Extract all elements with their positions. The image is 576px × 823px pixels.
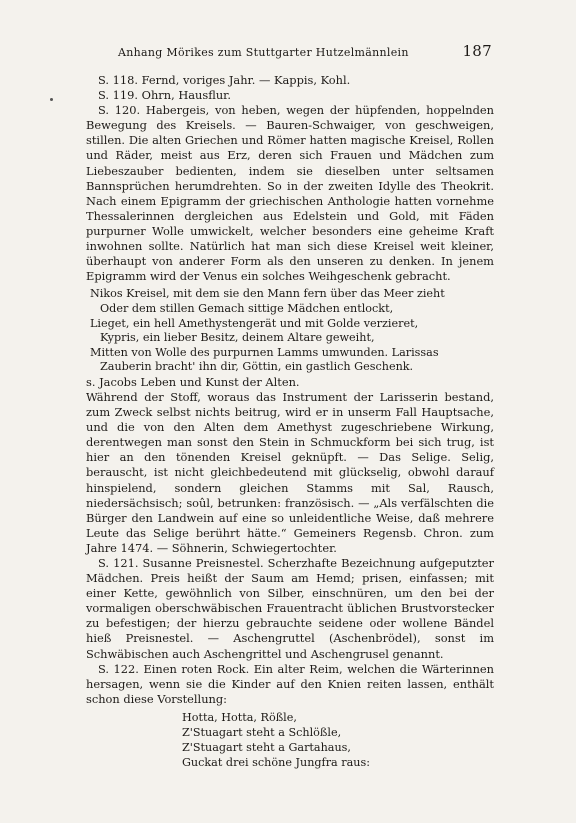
note-119: S. 119. Ohrn, Hausflur. (98, 88, 231, 103)
page-number: 187 (462, 42, 492, 60)
rhyme-line: Hotta, Hotta, Rößle, (182, 710, 297, 724)
page-body (86, 73, 494, 770)
paragraph-after-verse: Während der Stoff, woraus das Instrument der Larisserin bestand, zum Zweck selbst nichts beitrug, wird er in unserm Fall Hauptsache, und die von den Alten dem Amethyst zugeschriebene Wirkung, derentwegen man sonst den Stein in Schmuckform bei sich trug, ist hier an den tönenden Kreisel geknüpft. — Das Selige. Selig, berauscht, ist nicht gleichbedeutend mit glückselig, obwohl darauf hinspielend, sondern gleichen Stamms mit Sal, Rausch, niedersächsisch; soûl, betrunken: französisch. — „Als verfälschten die Bürger den Landwein auf eine so unleidentliche Weise, daß mehrere Leute das Selige berührt hätte.“ Gemeiners Regensb. Chron. zum Jahre 1474. — Söhnerin, Schwiegertochter. (86, 389, 494, 555)
verse-line: Lieget, ein hell Amethystengerät und mit Golde verzieret, (90, 316, 419, 330)
verse-line: Kypris, ein lieber Besitz, deinem Altare geweiht, (100, 331, 375, 345)
verse-source: s. Jacobs Leben und Kunst der Alten. (86, 374, 300, 389)
note-120: S. 120. Habergeis, von heben, wegen der hüpfenden, hoppelnden Bewegung des Kreisels. — Bauren-Schwaiger, von geschweigen, stillen. Die alten Griechen und Römer hatten magische Kreisel, Rollen und Räder, meist aus Erz, deren sich Frauen und Mädchen zum Liebeszauber bedienten, indem sie dieselben unter seltsamen Bannsprüchen herumdrehten. So in der zweiten Idylle des Theokrit. Nach einem Epigramm der griechischen Anthologie hatten vornehme Thessalerinnen dergleichen aus Edelstein und Gold, mit Fäden purpurner Wolle umwickelt, welcher besonders eine geheime Kraft inwohnen sollte. Natürlich hat man sich diese Kreisel weit kleiner, überhaupt von anderer Form als den unseren zu denken. In jenem Epigramm wird der Venus ein solches Weihgeschenk gebracht. (86, 103, 494, 284)
page-header (92, 42, 492, 60)
note-122: S. 122. Einen roten Rock. Ein alter Reim, welchen die Wärterinnen hersagen, wenn sie die Kinder auf den Knien reiten lassen, enthält schon diese Vorstellung: (86, 661, 494, 706)
note-118: S. 118. Fernd, voriges Jahr. — Kappis, Kohl. (98, 73, 351, 87)
running-title: Anhang Mörikes zum Stuttgarter Hutzelmännlein (118, 46, 409, 59)
verse-line: Zauberin bracht' ihn dir, Göttin, ein gastlich Geschenk. (100, 360, 414, 374)
verse-line: Oder dem stillen Gemach sittige Mädchen entlockt, (100, 301, 394, 315)
note-121: S. 121. Susanne Preisnestel. Scherzhafte Bezeichnung aufgeputzter Mädchen. Preis heißt der Saum am Hemd; prisen, einfassen; mit einer Kette, gewöhnlich von Silber, einschnüren, um den bei der vormaligen oberschwäbischen Frauentracht üblichen Brustvorstecker zu befestigen; der hierzu gebrauchte seidene oder wollene Bändel hieß Preisnestel. — Aschengruttel (Aschenbrödel), sonst im Schwäbischen auch Aschengrittel und Aschengrusel genannt. (86, 556, 494, 661)
margin-dot (50, 98, 53, 101)
verse-line: Nikos Kreisel, mit dem sie den Mann fern über das Meer zieht (90, 287, 445, 301)
nursery-rhyme (182, 710, 494, 770)
verse-line: Mitten von Wolle des purpurnen Lamms umwunden. Larissas (90, 345, 439, 359)
epigram-verse (90, 287, 494, 375)
rhyme-line: Guckat drei schöne Jungfra raus: (182, 755, 371, 769)
rhyme-line: Z'Stuagart steht a Gartahaus, (182, 740, 351, 754)
rhyme-line: Z'Stuagart steht a Schlößle, (182, 725, 342, 739)
